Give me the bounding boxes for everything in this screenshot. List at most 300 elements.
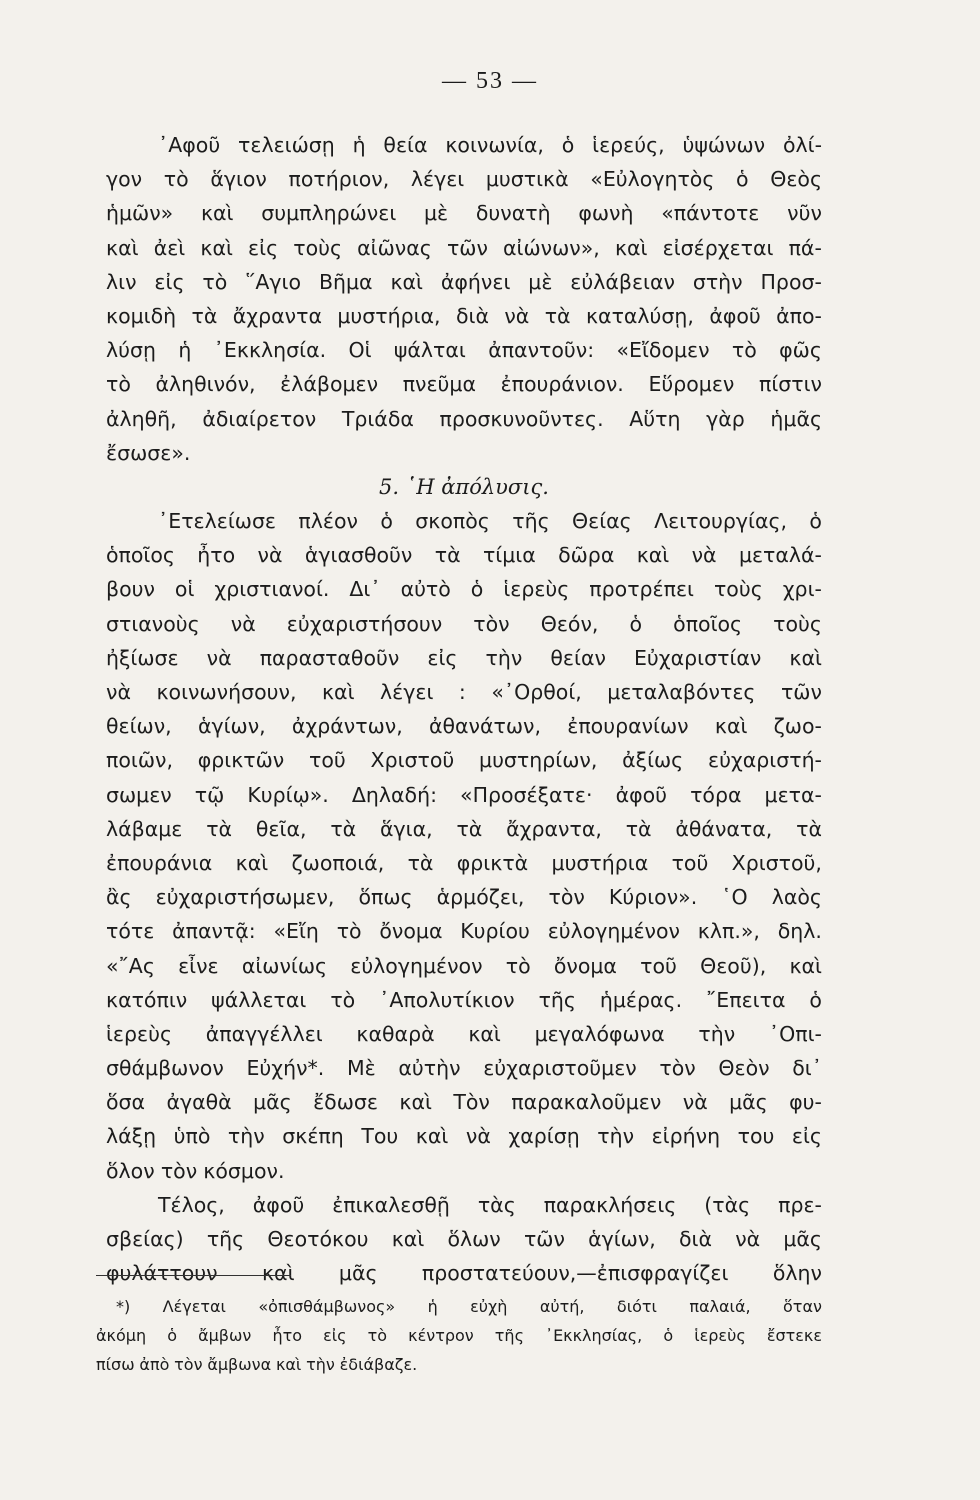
text-line: [106, 1017, 822, 1051]
word: προτρέπει: [589, 577, 694, 602]
word: Δι᾿: [349, 577, 381, 602]
word: ἀδιαίρετον: [202, 406, 317, 431]
word: θείαν: [550, 645, 606, 670]
word: τῶν: [446, 235, 488, 260]
word: ἁγίων,: [588, 1227, 656, 1251]
text-line: [106, 949, 822, 983]
word: ἀφοῦ: [615, 782, 668, 807]
word: ὅλην: [772, 1261, 822, 1286]
word: τὰ: [796, 816, 822, 841]
text-line: [106, 607, 822, 641]
word: Θεὸς: [770, 167, 822, 192]
word: ἔσωσε».: [106, 440, 191, 465]
word: καὶ: [789, 645, 822, 670]
word: Προσ-: [760, 269, 822, 294]
word: εἰσέρχεται: [662, 235, 774, 260]
word: ζωο-: [773, 714, 822, 739]
word: φρικτῶν: [197, 748, 285, 773]
word: καὶ: [614, 235, 648, 260]
word: μεταλά-: [738, 543, 822, 568]
word: τὸ: [106, 372, 131, 397]
word: ἔδωσε: [313, 1090, 378, 1115]
word: Οἱ: [348, 338, 372, 363]
word: Βῆμα: [318, 269, 373, 294]
word: καθαρὰ: [356, 1021, 435, 1046]
word: σκοπὸς: [415, 509, 490, 534]
word: εὐχαριστήσουν: [286, 611, 443, 636]
word: φῶς: [779, 338, 822, 363]
word: αἰώνων»,: [503, 235, 600, 260]
word: ὅπως: [358, 885, 413, 910]
word: χριστιανοί.: [214, 577, 330, 602]
word: τὰς: [477, 1192, 516, 1217]
word: «Εἴδομεν: [616, 338, 710, 363]
word: τὰ: [434, 543, 461, 568]
word: γον: [106, 167, 143, 192]
word: εἶνε: [178, 953, 219, 978]
word: Κυρίου: [460, 919, 530, 944]
text-line: [106, 1154, 822, 1188]
word: νὰ: [106, 680, 131, 704]
text-line: [106, 1119, 822, 1153]
word: ἱερεὺς: [106, 1021, 173, 1046]
word: μᾶς: [338, 1261, 378, 1286]
word: ὀλί-: [782, 133, 822, 157]
word: τῷ: [194, 782, 225, 807]
word: τοὺς: [293, 235, 343, 260]
word: ὅταν: [783, 1297, 822, 1316]
word: μεγαλόφωνα: [534, 1021, 665, 1046]
word: φυλάττουν: [106, 1261, 218, 1286]
word: ἄχραντα,: [506, 816, 602, 841]
word: ῞Αγιο: [245, 269, 302, 294]
word: αὐτὴν: [398, 1056, 461, 1081]
word: ἐδιάβαζε.: [339, 1355, 418, 1374]
word: εὐχαριστοῦμεν: [483, 1056, 637, 1081]
word: τόρα: [690, 782, 742, 807]
word: ἐπουρανίων: [567, 714, 689, 739]
word: τοῦ: [671, 850, 709, 875]
word: ἡμέρας.: [599, 987, 683, 1012]
word: στιανοὺς: [106, 611, 200, 636]
text-line: [106, 1085, 822, 1119]
word: ἀχράντων,: [291, 714, 403, 739]
word: *): [116, 1297, 131, 1316]
word: ἀεὶ: [153, 235, 186, 260]
word: ὄνομα: [553, 953, 617, 978]
word: καὶ: [789, 953, 822, 978]
word: φρικτὰ: [456, 850, 529, 875]
word: ἀπαντᾷ:: [172, 919, 256, 944]
section-heading-text: 5. ῾Η ἀπόλυσις.: [379, 474, 549, 499]
text-line: [106, 1222, 822, 1256]
word: εἰς: [154, 269, 185, 294]
word: τῶν: [780, 680, 822, 704]
word: ὁ: [167, 1326, 177, 1345]
word: Θείας: [572, 509, 632, 534]
word: Τὸν: [453, 1090, 490, 1115]
text-line: [106, 778, 822, 812]
word: νῦν: [787, 201, 822, 226]
word: τὴν: [485, 645, 523, 670]
word: ὁποῖος: [106, 543, 175, 568]
text-line: [106, 1051, 822, 1085]
word: εἰς: [248, 235, 279, 260]
word: κόσμον.: [203, 1158, 285, 1183]
word: σκέπη: [282, 1124, 344, 1149]
word: τὰ: [191, 303, 218, 328]
word: νὰ: [257, 543, 283, 568]
word: τὸ: [731, 338, 757, 363]
text-line: [106, 812, 822, 846]
word: μυστήρια,: [337, 303, 441, 328]
word: Θεοῦ),: [700, 953, 767, 978]
word: λιν: [106, 269, 137, 294]
word: ποτήριον,: [288, 167, 390, 192]
word: ἀληθινόν,: [155, 372, 256, 397]
word: νὰ: [735, 1227, 761, 1251]
word: σωμεν: [106, 782, 172, 807]
text-line: [106, 231, 822, 265]
text-line: [106, 196, 822, 230]
footnote-divider: [96, 1275, 291, 1276]
word: «πάντοτε: [661, 201, 760, 226]
word: τελειώσῃ: [238, 133, 335, 157]
word: εὐχὴ: [470, 1297, 508, 1316]
word: ὁ: [809, 987, 822, 1012]
word: καὶ: [261, 1261, 295, 1286]
text-line: [106, 572, 822, 606]
word: ἡμᾶς: [770, 406, 822, 431]
word: νὰ: [682, 1090, 708, 1115]
word: κέντρον: [408, 1326, 474, 1345]
word: πά-: [788, 235, 822, 260]
word: τὰ: [206, 816, 233, 841]
body-text: [106, 128, 822, 1290]
word: ἡ: [427, 1297, 438, 1316]
word: εὐχαριστήσωμεν,: [155, 885, 335, 910]
word: ἡμῶν»: [106, 201, 174, 226]
word: Λέγεται: [162, 1297, 226, 1316]
word: ἀξίως: [622, 748, 684, 773]
word: ἁρμόζει,: [436, 885, 525, 910]
text-line: [106, 914, 822, 948]
word: ᾿Εκκλησία.: [213, 338, 327, 363]
text-line: [106, 436, 822, 470]
word: τὸ: [336, 919, 362, 944]
word: ἐπουράνιον.: [500, 372, 624, 397]
word: χρι-: [782, 577, 822, 602]
word: μυστηρίων,: [479, 748, 598, 773]
word: ὅσα: [106, 1090, 146, 1115]
word: τῶν: [523, 1227, 565, 1251]
word: κατόπιν: [106, 987, 188, 1012]
text-line: [106, 709, 822, 743]
word: Τέλος,: [158, 1192, 225, 1217]
word: προστατεύουν,—ἐπισφραγίζει: [421, 1261, 729, 1286]
word: τῆς: [512, 509, 550, 534]
word: γὰρ: [706, 406, 745, 431]
word: τὰ: [544, 303, 571, 328]
word: ὅλων: [447, 1227, 501, 1251]
word: εὐλογημένον: [350, 953, 483, 978]
word: Κύριον».: [608, 885, 698, 910]
word: Εὐχήν*.: [246, 1056, 325, 1081]
word: εἰρήνη: [651, 1124, 721, 1149]
word: δι᾿: [792, 1056, 822, 1081]
section-heading: [106, 470, 822, 504]
word: ἁγίων,: [197, 714, 266, 739]
word: ὑψώνων: [682, 133, 766, 157]
word: Κυρίῳ».: [247, 782, 329, 807]
text-line: [106, 367, 822, 401]
word: Θεὸν: [718, 1056, 770, 1081]
word: ἱερεὺς: [503, 577, 570, 602]
word: τὸν: [160, 1158, 198, 1183]
word: ποιῶν,: [106, 748, 173, 773]
word: εἰς: [791, 1124, 822, 1149]
word: πρε-: [778, 1192, 822, 1217]
word: προσκυνοῦντες.: [439, 406, 604, 431]
word: καὶ: [200, 235, 233, 260]
word: σθάμβωνον: [106, 1056, 224, 1081]
word: πνεῦμα: [402, 372, 476, 397]
word: καὶ: [399, 1090, 432, 1115]
word: ἀφοῦ: [709, 303, 761, 328]
word: τὰ: [407, 850, 434, 875]
word: νὰ: [206, 645, 232, 670]
word: τῆς: [494, 1326, 524, 1345]
word: μᾶς: [783, 1227, 822, 1251]
word: Χριστοῦ,: [731, 850, 822, 875]
word: κομιδὴ: [106, 303, 177, 328]
text-line: [106, 983, 822, 1017]
word: ὁ: [380, 509, 393, 534]
word: τὸ: [505, 953, 531, 978]
text-line: [106, 743, 822, 777]
word: τὰ: [625, 816, 652, 841]
word: «ὀπισθάμβωνος»: [258, 1297, 396, 1316]
word: αἰῶνας: [357, 235, 432, 260]
footnote: [96, 1292, 822, 1379]
word: «Εἴη: [273, 919, 319, 944]
word: ἦτο: [272, 1326, 303, 1345]
text-line: [106, 504, 822, 538]
text-line: [106, 641, 822, 675]
word: καὶ: [390, 269, 423, 294]
word: ἅγιον: [210, 167, 267, 192]
text-line: [106, 265, 822, 299]
word: ἄμβων: [198, 1326, 252, 1345]
page-number: — 53 —: [442, 68, 538, 94]
word: ὅλον: [106, 1158, 155, 1183]
text-line: [106, 333, 822, 367]
word: λάξῃ: [106, 1124, 157, 1149]
word: ἀγαθὰ: [166, 1090, 232, 1115]
word: ἀφοῦ: [252, 1192, 305, 1217]
word: νὰ: [504, 303, 530, 328]
word: αὐτή,: [539, 1297, 585, 1316]
word: Εὕρομεν: [648, 372, 735, 397]
word: ἀπὸ: [139, 1355, 170, 1374]
word: σβείας): [106, 1227, 184, 1251]
word: εἰς: [427, 645, 458, 670]
word: καὶ: [636, 543, 670, 568]
word: διὰ: [455, 303, 489, 328]
text-line: [106, 675, 822, 709]
word: λάβαμε: [106, 816, 183, 841]
word: τοὺς: [773, 611, 822, 636]
word: πίστιν: [758, 372, 822, 397]
word: :: [458, 680, 466, 704]
word: ἱερεὺς: [694, 1326, 746, 1345]
text-line: [106, 162, 822, 196]
word: ᾿Απολυτίκιον: [379, 987, 515, 1012]
footnote-line: [96, 1292, 822, 1321]
word: εἰς: [323, 1326, 347, 1345]
word: νὰ: [230, 611, 256, 636]
word: νὰ: [465, 1124, 491, 1149]
word: φυ-: [789, 1090, 822, 1115]
word: ᾿Οπι-: [768, 1021, 822, 1046]
word: τῆς: [538, 987, 576, 1012]
word: δυνατὴ: [475, 201, 551, 226]
word: ἦτο: [197, 543, 236, 568]
word: μᾶς: [729, 1090, 768, 1115]
word: χαρίσῃ: [508, 1124, 580, 1149]
word: καὶ: [235, 850, 269, 875]
word: μὲ: [424, 201, 449, 226]
word: δῶρα: [558, 543, 615, 568]
word: ἡ: [352, 133, 366, 157]
word: ὁποῖος: [673, 611, 743, 636]
word: μυστικὰ: [485, 167, 569, 192]
word: ἁγιασθοῦν: [304, 543, 413, 568]
word: ὁ: [736, 167, 749, 192]
word: αὐτὸ: [400, 577, 451, 602]
word: καὶ: [468, 1021, 501, 1046]
word: καὶ: [106, 235, 139, 260]
word: τοῦ: [640, 953, 677, 978]
footnote-line: [96, 1321, 822, 1350]
word: κοινωνήσουν,: [156, 680, 297, 704]
word: συμπληρώνει: [261, 201, 397, 226]
word: ψάλται: [393, 338, 466, 363]
word: στὴν: [692, 269, 743, 294]
word: καὶ: [391, 1227, 425, 1251]
word: ἠξίωσε: [106, 645, 179, 670]
word: ᾿Αφοῦ: [158, 133, 221, 157]
text-line: [106, 1188, 822, 1222]
word: Μὲ: [346, 1056, 376, 1081]
word: παρακλήσεις: [543, 1192, 677, 1217]
text-line: [106, 1256, 822, 1290]
word: τὸ: [163, 167, 189, 192]
word: ὁ: [561, 133, 575, 157]
word: ῎Επειτα: [706, 987, 786, 1012]
word: καὶ: [200, 201, 234, 226]
word: ὁ: [663, 1326, 674, 1345]
word: ἂς: [106, 885, 132, 910]
text-line: [106, 538, 822, 572]
word: πίσω: [96, 1355, 135, 1374]
word: κλπ.»,: [697, 919, 760, 944]
word: μεταλαβόντες: [607, 680, 756, 704]
word: εὐλογημένον: [547, 919, 680, 944]
word: τοὺς: [713, 577, 763, 602]
text-line: [106, 128, 822, 162]
word: Εὐχαριστίαν: [633, 645, 762, 670]
word: τὸν: [548, 885, 585, 910]
word: τίμια: [482, 543, 536, 568]
word: ἀπο-: [776, 303, 822, 328]
word: ἀπαγγέλλει: [205, 1021, 323, 1046]
word: λαὸς: [771, 885, 822, 910]
word: ἀληθῆ,: [106, 406, 177, 431]
word: ὄνομα: [379, 919, 443, 944]
word: ἄχραντα: [232, 303, 322, 328]
word: τὴν: [306, 1355, 335, 1374]
word: παρακαλοῦμεν: [511, 1090, 662, 1115]
word: θεῖα,: [255, 816, 307, 841]
word: τὸν: [659, 1056, 696, 1081]
word: «Προσέξατε·: [460, 782, 593, 807]
word: Θεοτόκου: [267, 1227, 369, 1251]
word: ἀκόμη: [96, 1326, 147, 1345]
word: μετα-: [764, 782, 822, 807]
word: κοινωνία,: [445, 133, 544, 157]
text-line: [106, 846, 822, 880]
word: καὶ: [321, 680, 355, 704]
word: ἀθανάτων,: [428, 714, 541, 739]
word: «Εὐλογητὸς: [590, 167, 715, 192]
word: βουν: [106, 577, 155, 602]
word: ὁ: [629, 611, 643, 636]
word: ῾Ο: [721, 885, 748, 910]
word: τὴν: [227, 1124, 265, 1149]
word: καὶ: [714, 714, 748, 739]
word: ᾿Εκκλησίας,: [545, 1326, 643, 1345]
word: ἱερεύς,: [592, 133, 665, 157]
word: (τὰς: [704, 1192, 751, 1217]
word: φωνὴ: [578, 201, 634, 226]
word: καὶ: [415, 1124, 449, 1149]
word: ᾿Ετελείωσε: [158, 509, 277, 534]
word: καὶ: [275, 1355, 302, 1374]
word: Θεόν,: [540, 611, 599, 636]
word: δηλ.: [777, 919, 822, 944]
word: ἔστεκε: [766, 1326, 822, 1345]
word: «᾿Ορθοί,: [491, 680, 582, 704]
word: εὐχαριστή-: [707, 748, 822, 773]
word: τὰ: [330, 816, 357, 841]
word: Αὕτη: [629, 406, 681, 431]
word: τῆς: [206, 1227, 245, 1251]
word: τὸν: [174, 1355, 203, 1374]
word: τὸ: [367, 1326, 388, 1345]
word: Λειτουργίας,: [654, 509, 788, 534]
word: ἐπουράνια: [106, 850, 213, 875]
word: ἐλάβομεν: [280, 372, 379, 397]
word: Τριάδα: [341, 406, 414, 431]
word: λύσῃ: [106, 338, 156, 363]
word: λέγει: [380, 680, 434, 704]
word: διότι: [616, 1297, 657, 1316]
word: ὑπὸ: [173, 1124, 211, 1149]
word: ἀθάνατα,: [675, 816, 773, 841]
word: λέγει: [410, 167, 465, 192]
word: μᾶς: [253, 1090, 292, 1115]
